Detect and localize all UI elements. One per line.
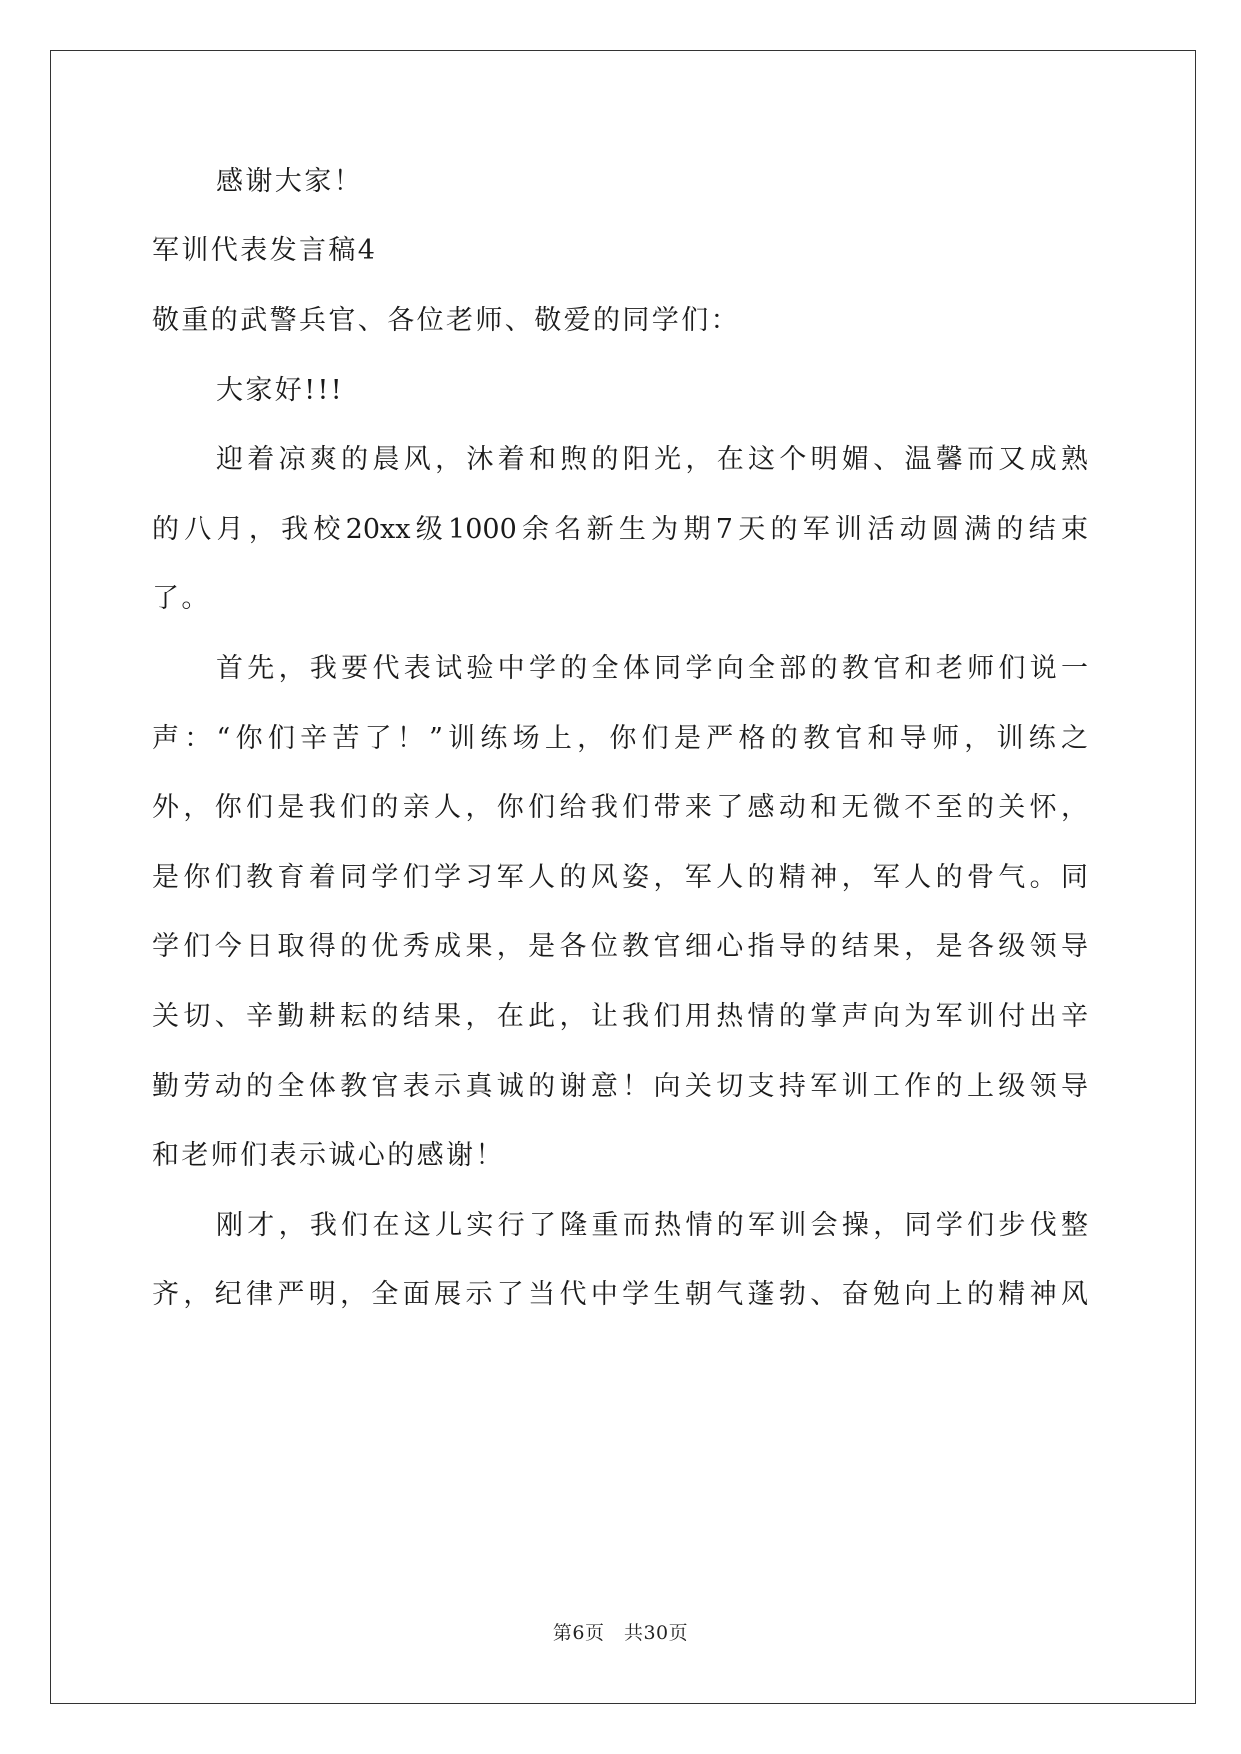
paragraph-line: 和老师们表示诚心的感谢！ [152,1140,505,1171]
closing-thanks: 感谢大家！ [216,166,363,197]
paragraph-line: 学们今日取得的优秀成果，是各位教官细心指导的结果，是各级领导 [152,931,1088,962]
paragraph-line: 勤劳动的全体教官表示真诚的谢意！向关切支持军训工作的上级领导 [152,1071,1088,1102]
paragraph-line: 声：“你们辛苦了！”训练场上，你们是严格的教官和导师，训练之 [152,723,1088,754]
paragraph-line: 关切、辛勤耕耘的结果，在此，让我们用热情的掌声向为军训付出辛 [152,1001,1088,1032]
paragraph-line: 的八月，我校20xx级1000余名新生为期7天的军训活动圆满的结束 [152,514,1088,545]
paragraph-line: 了。 [152,583,211,614]
paragraph-line: 迎着凉爽的晨风，沐着和煦的阳光，在这个明媚、温馨而又成熟 [216,444,1088,475]
paragraph-line: 外，你们是我们的亲人，你们给我们带来了感动和无微不至的关怀， [152,792,1088,823]
paragraph-line: 是你们教育着同学们学习军人的风姿，军人的精神，军人的骨气。同 [152,862,1088,893]
paragraph-line: 刚才，我们在这儿实行了隆重而热情的军训会操，同学们步伐整 [216,1210,1088,1241]
paragraph-line: 首先，我要代表试验中学的全体同学向全部的教官和老师们说一 [216,653,1088,684]
greeting: 大家好!!! [216,375,344,406]
page-number: 第6页 共30页 [552,1622,689,1644]
paragraph-line: 齐，纪律严明，全面展示了当代中学生朝气蓬勃、奋勉向上的精神风 [152,1279,1088,1310]
section-title: 军训代表发言稿4 [152,235,378,266]
salutation: 敬重的武警兵官、各位老师、敬爱的同学们： [152,305,740,336]
